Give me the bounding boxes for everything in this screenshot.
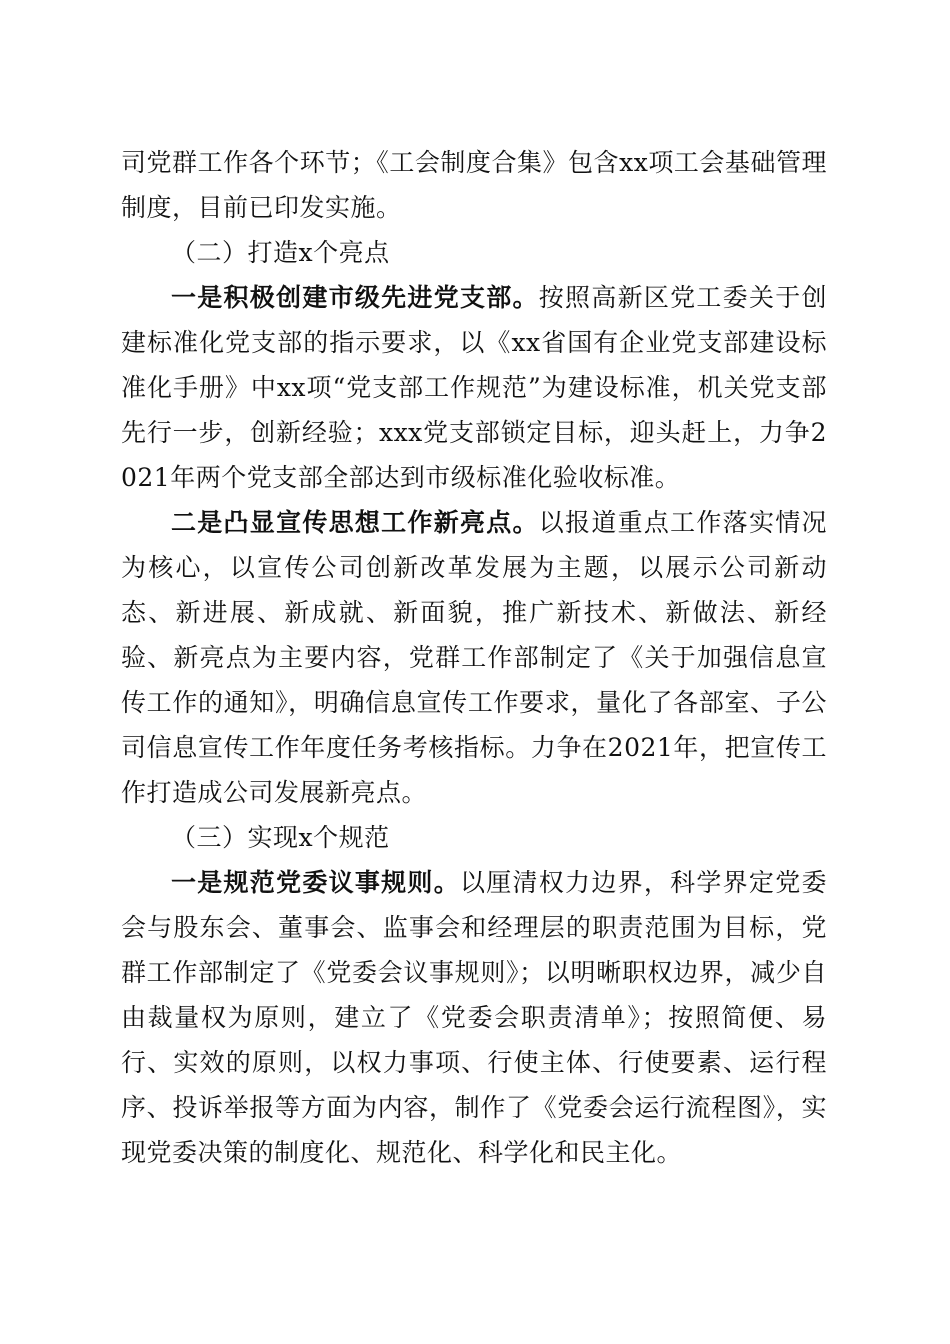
section-heading-highlights: （二）打造x个亮点 (171, 238, 390, 267)
paragraph-party-branch (121, 275, 827, 500)
section-heading-standards: （三）实现x个规范 (171, 823, 390, 852)
paragraph-body-publicity: 以报道重点工作落实情况为核心，以宣传公司创新改革发展为主题，以展示公司新动态、新进展、新成就、新面貌，推广新技术、新做法、新经验、新亮点为主要内容，党群工作部制定了《关于加强信息宣传工作的通知》，明确信息宣传工作要求，量化了各部室、子公司信息宣传工作年度任务考核指标。力争在2021年，把宣传工作打造成公司发展新亮点。 (121, 508, 827, 807)
paragraph-lead-rules: 一是规范党委议事规则。 (171, 868, 460, 897)
paragraph-lead-publicity: 二是凸显宣传思想工作新亮点。 (171, 508, 539, 537)
paragraph-rules (121, 860, 827, 1175)
document-body (121, 140, 827, 1175)
paragraph-lead-party-branch: 一是积极创建市级先进党支部。 (171, 283, 539, 312)
paragraph-publicity (121, 500, 827, 815)
paragraph-body-rules: 以厘清权力边界，科学界定党委会与股东会、董事会、监事会和经理层的职责范围为目标，党群工作部制定了《党委会议事规则》；以明晰职权边界，减少自由裁量权为原则，建立了《党委会职责清单》；按照简便、易行、实效的原则，以权力事项、行使主体、行使要素、运行程序、投诉举报等方面为内容，制作了《党委会运行流程图》，实现党委决策的制度化、规范化、科学化和民主化。 (121, 868, 827, 1167)
paragraph-continuation: 司党群工作各个环节；《工会制度合集》包含xx项工会基础管理制度，目前已印发实施。 (121, 148, 827, 222)
paragraph-body-party-branch: 按照高新区党工委关于创建标准化党支部的指示要求，以《xx省国有企业党支部建设标准化手册》中xx项“党支部工作规范”为建设标准，机关党支部先行一步，创新经验；xxx党支部锁定目标，迎头赶上，力争2021年两个党支部全部达到市级标准化验收标准。 (121, 283, 827, 492)
